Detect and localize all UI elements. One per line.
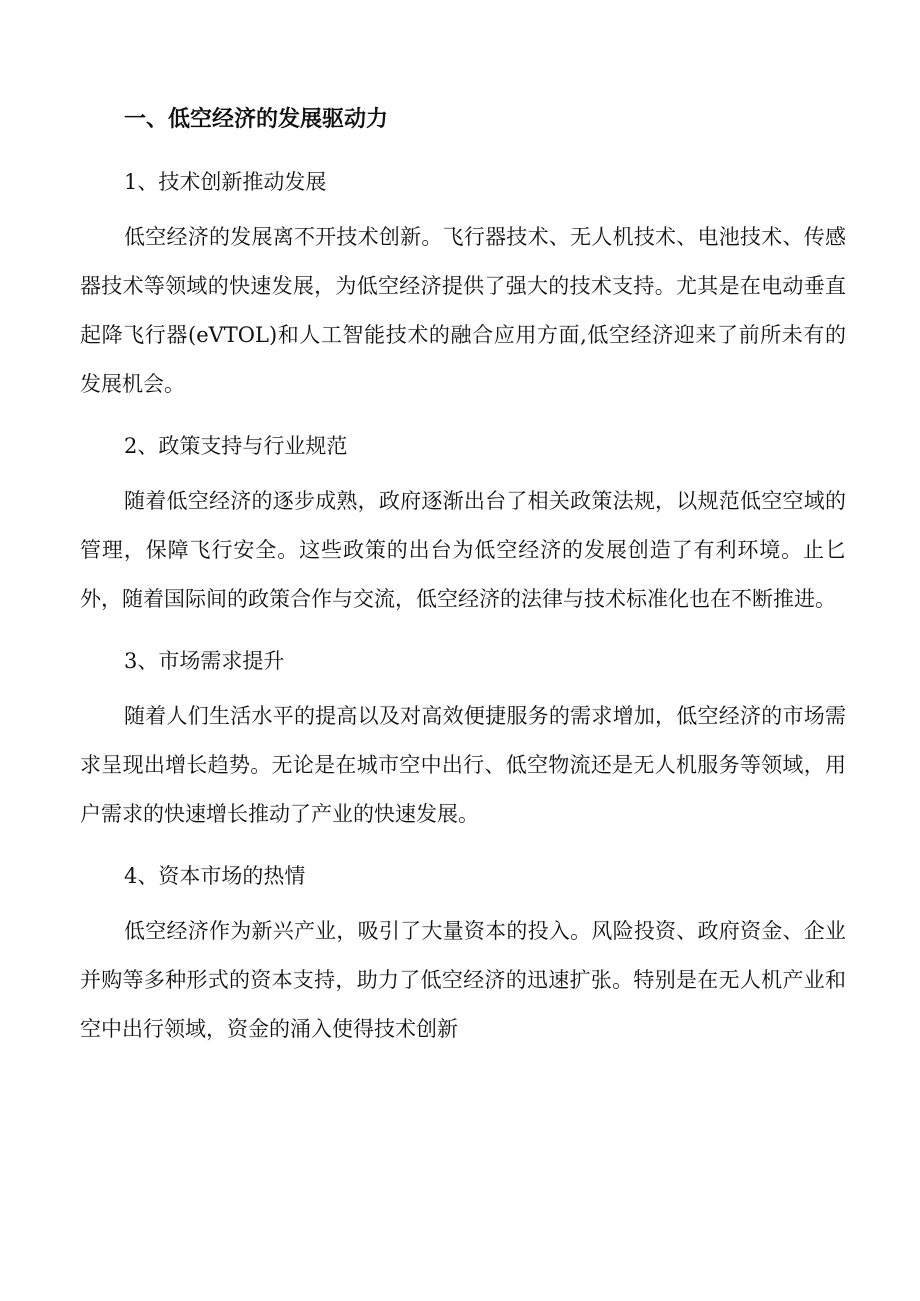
paragraph-4: 低空经济作为新兴产业，吸引了大量资本的投入。风险投资、政府资金、企业并购等多种形式的资本支持，助力了低空经济的迅速扩张。特别是在无人机产业和空中出行领域，资金的涌入使得技术创新 <box>80 919 846 1041</box>
subsection-heading-3: 3、市场需求提升 <box>124 649 285 673</box>
subsection-heading-4: 4、资本市场的热情 <box>124 864 306 888</box>
subsection-heading-2: 2、政策支持与行业规范 <box>124 434 348 458</box>
paragraph-2: 随着低空经济的逐步成熟，政府逐渐出台了相关政策法规，以规范低空空域的管理，保障飞行安全。这些政策的出台为低空经济的发展创造了有利环境。止匕外，随着国际间的政策合作与交流，低空经济的法律与技术标准化也在不断推进。 <box>80 489 846 611</box>
paragraph-1: 低空经济的发展离不开技术创新。飞行器技术、无人机技术、电池技术、传感器技术等领域的快速发展，为低空经济提供了强大的技术支持。尤其是在电动垂直起降飞行器(eVTOL)和人工智能技术的融合应用方面,低空经济迎来了前所未有的发展机会。 <box>80 225 846 396</box>
section-title: 一、低空经济的发展驱动力 <box>124 107 389 132</box>
subsection-heading-1: 1、技术创新推动发展 <box>124 170 327 194</box>
paragraph-3: 随着人们生活水平的提高以及对高效便捷服务的需求增加，低空经济的市场需求呈现出增长趋势。无论是在城市空中出行、低空物流还是无人机服务等领域，用户需求的快速增长推动了产业的快速发展。 <box>80 704 846 826</box>
